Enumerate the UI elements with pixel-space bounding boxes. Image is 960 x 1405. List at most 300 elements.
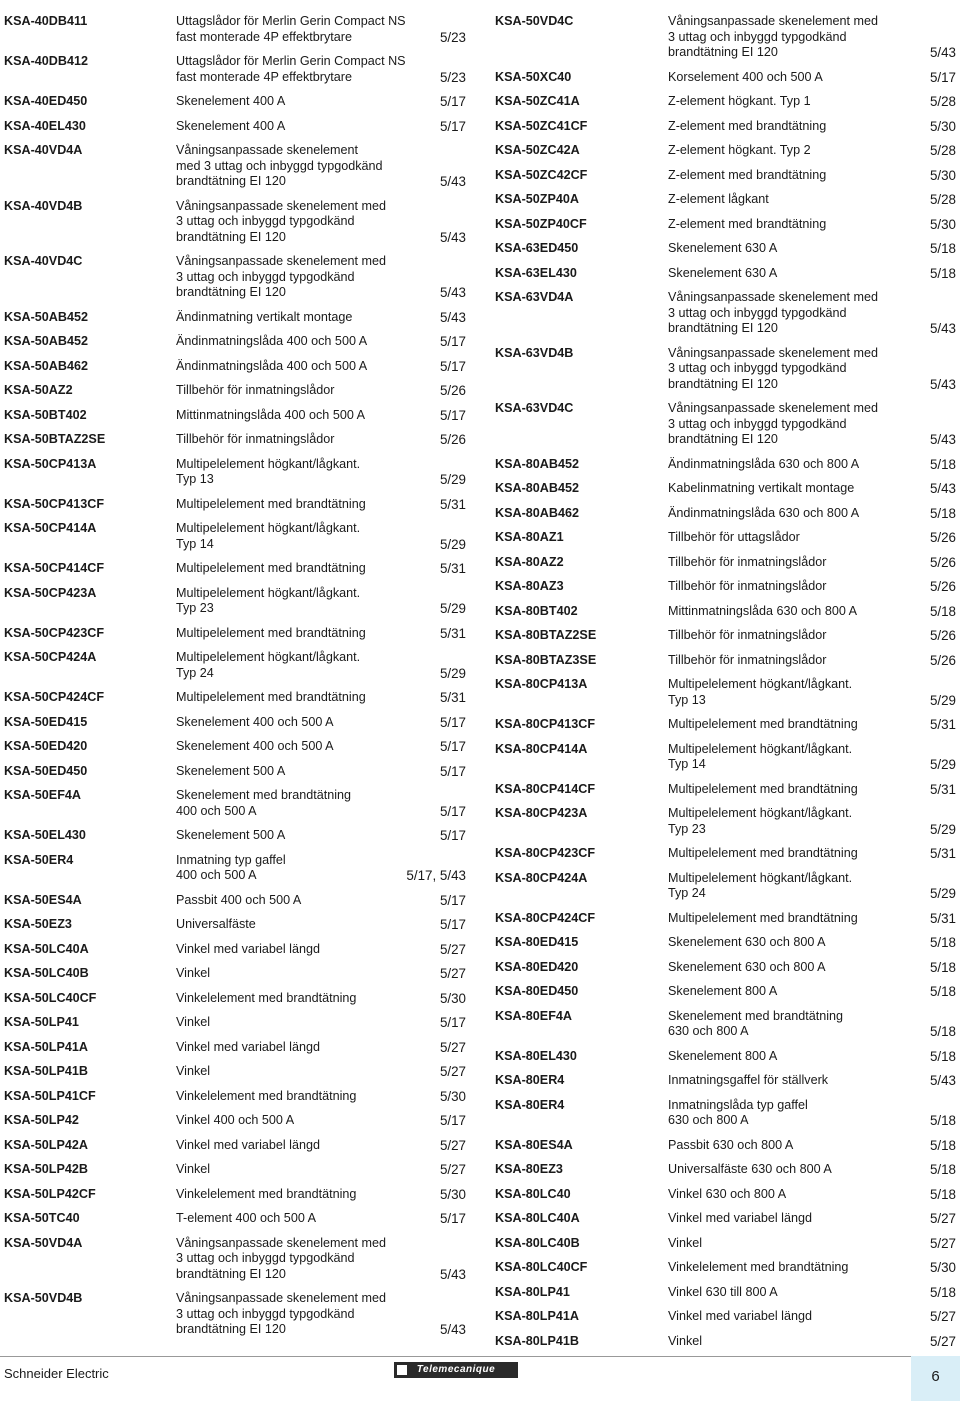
article-description: Vinkel <box>176 966 211 980</box>
article-description: Passbit 630 och 800 A <box>668 1137 794 1152</box>
index-entry <box>4 650 466 681</box>
article-description: Uttagslådor för Merlin Gerin Compact NS fast monterade 4P effektbrytare <box>176 54 406 84</box>
page-reference: 5/17 <box>439 358 466 374</box>
article-number: KSA-80LC40 <box>495 1186 571 1201</box>
article-number: KSA-50ER4 <box>4 852 74 867</box>
article-description: Skenelement 500 A <box>176 763 286 778</box>
article-number: KSA-50EF4A <box>4 788 81 802</box>
article-description: Tillbehör för inmatningslådor <box>176 383 335 397</box>
page-reference: 5/43 <box>439 1266 466 1282</box>
index-entry <box>4 457 466 488</box>
page-reference: 5/18 <box>929 265 956 281</box>
article-number: KSA-50LP41 <box>4 1015 79 1029</box>
article-description: Våningsanpassade skenelement med 3 uttag och inbyggd typgodkänd brandtätning EI 120 <box>176 1235 387 1281</box>
index-entry <box>495 653 956 669</box>
page-reference: 5/18 <box>929 1162 956 1177</box>
article-number: KSA-80CP423CF <box>495 846 596 860</box>
article-number: KSA-80AZ3 <box>495 579 564 593</box>
page-reference: 5/28 <box>929 143 956 158</box>
article-number: KSA-50CP413A <box>4 456 97 471</box>
article-number: KSA-50AZ2 <box>4 383 73 397</box>
page-reference: 5/23 <box>439 29 466 45</box>
page-reference: 5/17 <box>439 1113 466 1128</box>
article-number: KSA-50BTAZ2SE <box>4 432 106 446</box>
article-description: Passbit 400 och 500 A <box>176 892 302 907</box>
article-number: KSA-50ED420 <box>4 739 88 753</box>
index-entry <box>495 846 956 862</box>
article-number: KSA-50LC40B <box>4 966 89 980</box>
article-number: KSA-40EL430 <box>4 118 86 133</box>
article-description: Z-element med brandtätning <box>668 216 827 231</box>
article-description: Våningsanpassade skenelement med 3 uttag och inbyggd typgodkänd brandtätning EI 120 <box>668 290 879 335</box>
article-description: Multipelelement med brandtätning <box>668 717 858 731</box>
page-reference: 5/17 <box>439 1211 466 1226</box>
article-description: Multipelelement högkant/lågkant. Typ 14 <box>176 521 361 551</box>
article-number: KSA-50VD4A <box>4 1235 83 1250</box>
page-reference: 5/43 <box>439 285 466 300</box>
article-description: Multipelelement högkant/lågkant. Typ 23 <box>176 585 361 615</box>
index-entry <box>4 383 466 399</box>
article-description: Multipelelement med brandtätning <box>176 561 366 575</box>
index-entry <box>4 497 466 513</box>
article-number: KSA-80BTAZ2SE <box>495 628 597 642</box>
article-description: Tillbehör för inmatningslådor <box>668 652 827 667</box>
article-description: Ändinmatningslåda 400 och 500 A <box>176 334 368 348</box>
page-reference: 5/18 <box>929 241 956 256</box>
page-reference: 5/17 <box>439 407 466 423</box>
article-description: Multipelelement högkant/lågkant. Typ 13 <box>176 456 361 486</box>
article-number: KSA-50EZ3 <box>4 917 72 931</box>
index-entry <box>495 1138 956 1154</box>
article-number: KSA-50VD4C <box>495 14 574 28</box>
page-reference: 5/29 <box>439 536 466 552</box>
article-description: Våningsanpassade skenelement med 3 uttag och inbyggd typgodkänd brandtätning EI 120 <box>176 198 387 244</box>
article-number: KSA-80ER4 <box>495 1097 565 1112</box>
index-entry <box>495 911 956 927</box>
page-reference: 5/29 <box>929 757 956 772</box>
article-number: KSA-63VD4A <box>495 290 574 304</box>
article-number: KSA-80ES4A <box>495 1137 573 1152</box>
page-reference: 5/26 <box>929 530 956 545</box>
article-number: KSA-50LP41B <box>4 1064 88 1078</box>
article-number: KSA-50LP41A <box>4 1039 88 1054</box>
page-reference: 5/26 <box>929 554 956 570</box>
article-number: KSA-50CP424CF <box>4 690 105 704</box>
article-number: KSA-50LP42CF <box>4 1186 96 1201</box>
article-description: Z-element högkant. Typ 1 <box>668 94 811 108</box>
page-reference: 5/31 <box>439 496 466 512</box>
index-entry <box>495 1187 956 1203</box>
index-entry <box>495 1309 956 1325</box>
article-description: Våningsanpassade skenelement med 3 uttag och inbyggd typgodkänd brandtätning EI 120 <box>668 401 879 446</box>
article-number: KSA-80ED450 <box>495 984 579 998</box>
article-description: Våningsanpassade skenelement med 3 uttag och inbyggd typgodkänd brandtätning EI 120 <box>668 345 879 391</box>
page-reference: 5/43 <box>929 376 956 392</box>
article-number: KSA-80CP413CF <box>495 717 596 731</box>
article-number: KSA-50AB462 <box>4 358 88 373</box>
index-entry <box>495 742 956 773</box>
article-description: Korselement 400 och 500 A <box>668 69 823 84</box>
page-reference: 5/18 <box>929 935 956 950</box>
article-description: Skenelement med brandtätning 630 och 800 A <box>668 1008 844 1038</box>
article-description: Z-element med brandtätning <box>668 118 827 133</box>
article-description: Skenelement med brandtätning 400 och 500 A <box>176 788 352 818</box>
page-reference: 5/18 <box>929 984 956 999</box>
article-number: KSA-50LC40A <box>4 941 89 956</box>
article-description: Universalfäste <box>176 917 256 931</box>
article-number: KSA-80CP414A <box>495 741 588 756</box>
index-entry <box>495 1049 956 1065</box>
article-number: KSA-80LC40A <box>495 1211 580 1225</box>
index-entry <box>4 586 466 617</box>
index-entry <box>4 143 466 190</box>
index-entry <box>4 334 466 350</box>
index-entry <box>4 626 466 642</box>
page-reference: 5/27 <box>929 1309 956 1324</box>
index-entry <box>4 1162 466 1178</box>
article-description: Vinkel <box>176 1015 211 1029</box>
index-entry <box>495 677 956 708</box>
article-description: Vinkelelement med brandtätning <box>176 1186 357 1201</box>
index-entry <box>495 192 956 208</box>
article-description: Z-element med brandtätning <box>668 167 827 182</box>
article-description: Multipelelement högkant/lågkant. Typ 24 <box>176 650 361 680</box>
page-reference: 5/31 <box>929 717 956 732</box>
article-description: Vinkel med variabel längd <box>176 1039 320 1054</box>
page-reference: 5/27 <box>929 1235 956 1251</box>
article-number: KSA-50XC40 <box>495 69 572 84</box>
article-number: KSA-50CP423A <box>4 585 97 600</box>
page-reference: 5/30 <box>929 118 956 134</box>
article-description: Inmatningslåda typ gaffel 630 och 800 A <box>668 1097 808 1127</box>
index-entry <box>495 530 956 546</box>
page-reference: 5/27 <box>439 1162 466 1177</box>
page-reference: 5/31 <box>439 625 466 641</box>
footer-divider <box>0 1356 960 1357</box>
article-description: Ändinmatningslåda 630 och 800 A <box>668 505 860 520</box>
article-number: KSA-50ZC41CF <box>495 118 588 133</box>
article-description: Vinkel med variabel längd <box>176 1137 320 1152</box>
article-number: KSA-80ED420 <box>495 959 579 974</box>
index-entry <box>495 290 956 337</box>
page-reference: 5/26 <box>929 652 956 668</box>
article-description: Vinkel <box>668 1333 703 1348</box>
article-number: KSA-50CP424A <box>4 650 97 664</box>
telemecanique-logo: Telemecanique <box>394 1362 518 1378</box>
article-number: KSA-50ZP40A <box>495 192 579 206</box>
index-entry <box>4 966 466 982</box>
article-description: Våningsanpassade skenelement med 3 uttag och inbyggd typgodkänd brandtätning EI 120 <box>176 1291 387 1336</box>
article-description: Vinkel med variabel längd <box>668 1211 812 1225</box>
article-number: KSA-40DB412 <box>4 54 88 68</box>
article-number: KSA-63VD4B <box>495 345 574 360</box>
article-number: KSA-50LP42B <box>4 1162 88 1176</box>
index-entry <box>4 1138 466 1154</box>
page-reference: 5/17 <box>439 763 466 779</box>
index-entry <box>495 960 956 976</box>
article-number: KSA-40DB411 <box>4 14 88 28</box>
article-description: Multipelelement med brandtätning <box>176 496 366 511</box>
index-entry <box>495 604 956 620</box>
index-entry <box>495 984 956 1000</box>
page-reference: 5/29 <box>929 886 956 901</box>
article-description: Vinkel <box>176 1064 211 1078</box>
page-reference: 5/43 <box>439 309 466 325</box>
page-reference: 5/43 <box>929 481 956 496</box>
footer-company: Schneider Electric <box>4 1366 109 1381</box>
index-entry <box>495 717 956 733</box>
page-reference: 5/18 <box>929 456 956 472</box>
page-reference: 5/17 <box>439 334 466 349</box>
page-reference: 5/26 <box>929 628 956 643</box>
page-reference: 5/18 <box>929 1024 956 1039</box>
article-description: Multipelelement högkant/lågkant. Typ 14 <box>668 741 853 771</box>
article-description: Skenelement 630 och 800 A <box>668 959 826 974</box>
index-entry <box>4 1113 466 1129</box>
article-description: Multipelelement högkant/lågkant. Typ 24 <box>668 870 853 900</box>
article-description: Multipelelement med brandtätning <box>668 846 858 860</box>
article-number: KSA-80CP424A <box>495 870 588 885</box>
index-entry <box>4 254 466 301</box>
index-entry <box>4 14 466 45</box>
page-reference: 5/26 <box>439 383 466 398</box>
article-number: KSA-80AB452 <box>495 456 579 471</box>
index-entry <box>4 54 466 85</box>
article-description: Multipelelement högkant/lågkant. Typ 23 <box>668 806 853 836</box>
page-reference: 5/17 <box>439 94 466 109</box>
page-reference: 5/18 <box>929 505 956 521</box>
article-description: Multipelelement med brandtätning <box>176 625 366 640</box>
index-entry <box>495 168 956 184</box>
index-entry <box>495 1009 956 1040</box>
article-description: Mittinmatningslåda 630 och 800 A <box>668 603 858 618</box>
page-reference: 5/27 <box>439 941 466 957</box>
index-entry <box>4 432 466 448</box>
page-reference: 5/28 <box>929 94 956 109</box>
article-description: Våningsanpassade skenelement med 3 uttag och inbyggd typgodkänd brandtätning EI 120 <box>176 254 387 299</box>
article-description: Vinkelelement med brandtätning <box>176 1088 357 1103</box>
article-number: KSA-50ZC41A <box>495 94 580 108</box>
index-entry <box>495 94 956 110</box>
article-number: KSA-80CP413A <box>495 677 588 691</box>
index-entry <box>4 119 466 135</box>
article-description: Skenelement 500 A <box>176 828 286 842</box>
article-number: KSA-80BT402 <box>495 603 578 618</box>
article-number: KSA-80ED415 <box>495 935 579 949</box>
article-description: Vinkel med variabel längd <box>176 941 320 956</box>
index-entry <box>4 1211 466 1227</box>
index-entry <box>495 579 956 595</box>
article-description: Vinkel 630 och 800 A <box>668 1186 787 1201</box>
page-reference: 5/23 <box>439 69 466 85</box>
index-entry <box>495 935 956 951</box>
index-entry <box>4 1187 466 1203</box>
page-reference: 5/26 <box>439 432 466 447</box>
article-description: Vinkel med variabel längd <box>668 1309 812 1323</box>
index-entry <box>495 806 956 837</box>
page-reference: 5/30 <box>929 167 956 183</box>
index-entry <box>495 346 956 393</box>
article-number: KSA-63EL430 <box>495 265 577 280</box>
article-number: KSA-50BT402 <box>4 407 87 422</box>
article-number: KSA-50VD4B <box>4 1291 83 1305</box>
page-reference: 5/17 <box>439 714 466 730</box>
article-number: KSA-80LP41A <box>495 1309 579 1323</box>
article-number: KSA-63VD4C <box>495 401 574 415</box>
article-description: Skenelement 630 A <box>668 265 778 280</box>
index-entry <box>4 991 466 1007</box>
index-entry <box>4 690 466 706</box>
article-description: Skenelement 400 och 500 A <box>176 714 334 729</box>
page-reference: 5/17 <box>439 803 466 819</box>
page-reference: 5/43 <box>929 45 956 60</box>
index-entry <box>4 893 466 909</box>
article-number: KSA-80LP41B <box>495 1333 579 1348</box>
article-number: KSA-80AZ1 <box>495 530 564 544</box>
article-description: Tillbehör för inmatningslådor <box>668 579 827 593</box>
article-number: KSA-80CP414CF <box>495 781 596 796</box>
page-reference: 5/30 <box>929 1260 956 1275</box>
article-number: KSA-80AB462 <box>495 505 579 520</box>
index-entry <box>4 715 466 731</box>
page-reference: 5/30 <box>439 1186 466 1202</box>
page-reference: 5/30 <box>439 1088 466 1104</box>
page-reference: 5/31 <box>929 781 956 797</box>
article-description: Skenelement 630 och 800 A <box>668 935 826 949</box>
article-number: KSA-50AB452 <box>4 334 88 348</box>
index-entry <box>4 199 466 246</box>
index-entry <box>495 70 956 86</box>
article-description: Z-element högkant. Typ 2 <box>668 143 811 157</box>
index-entry <box>495 217 956 233</box>
article-description: T-element 400 och 500 A <box>176 1211 317 1225</box>
article-description: Skenelement 800 A <box>668 1048 778 1063</box>
article-number: KSA-40VD4B <box>4 198 83 213</box>
index-entry <box>495 14 956 61</box>
page-reference: 5/43 <box>929 1073 956 1088</box>
index-entry <box>4 408 466 424</box>
article-description: Ändinmatningslåda 400 och 500 A <box>176 358 368 373</box>
page-reference: 5/17, 5/43 <box>406 868 466 883</box>
article-number: KSA-80ER4 <box>495 1073 565 1087</box>
article-number: KSA-80AZ2 <box>495 554 564 569</box>
page-reference: 5/43 <box>929 432 956 447</box>
article-number: KSA-50TC40 <box>4 1211 80 1225</box>
page-reference: 5/17 <box>439 118 466 134</box>
article-description: Tillbehör för inmatningslådor <box>668 554 827 569</box>
page-reference: 5/43 <box>929 321 956 336</box>
article-description: Mittinmatningslåda 400 och 500 A <box>176 407 366 422</box>
page-reference: 5/43 <box>439 229 466 245</box>
article-number: KSA-63ED450 <box>495 241 579 255</box>
article-description: Uttagslådor för Merlin Gerin Compact NS fast monterade 4P effektbrytare <box>176 14 406 44</box>
index-entry <box>4 561 466 577</box>
index-entry <box>495 241 956 257</box>
article-number: KSA-40VD4A <box>4 143 83 157</box>
article-description: Ändinmatningslåda 630 och 800 A <box>668 456 860 471</box>
article-description: Vinkel <box>668 1235 703 1250</box>
article-number: KSA-50ZP40CF <box>495 216 587 231</box>
index-entry <box>4 1015 466 1031</box>
page-reference: 5/43 <box>439 174 466 189</box>
article-number: KSA-50CP414A <box>4 521 97 535</box>
article-number: KSA-50ZC42A <box>495 143 580 157</box>
article-number: KSA-40ED450 <box>4 94 88 108</box>
article-number: KSA-50CP413CF <box>4 496 105 511</box>
page-reference: 5/18 <box>929 1284 956 1300</box>
index-entry <box>4 788 466 819</box>
article-description: Multipelelement med brandtätning <box>176 690 366 704</box>
article-description: Skenelement 800 A <box>668 984 778 998</box>
article-description: Multipelelement med brandtätning <box>668 910 858 925</box>
index-entry <box>495 1334 956 1350</box>
index-entry <box>4 310 466 326</box>
page-reference: 5/30 <box>929 216 956 232</box>
index-entry <box>495 401 956 448</box>
page-reference: 5/18 <box>929 1137 956 1153</box>
article-number: KSA-50LC40CF <box>4 990 97 1005</box>
index-entry <box>495 143 956 159</box>
page-reference: 5/28 <box>929 192 956 207</box>
page-reference: 5/29 <box>929 692 956 708</box>
article-number: KSA-80BTAZ3SE <box>495 652 597 667</box>
index-entry <box>495 266 956 282</box>
article-number: KSA-80EZ3 <box>495 1162 563 1176</box>
page-reference: 5/31 <box>929 846 956 861</box>
article-number: KSA-80CP423A <box>495 806 588 820</box>
article-number: KSA-50LP41CF <box>4 1088 96 1103</box>
page-reference: 5/17 <box>439 739 466 754</box>
page-reference: 5/27 <box>929 1333 956 1349</box>
index-entry <box>4 739 466 755</box>
article-number: KSA-50CP414CF <box>4 561 105 575</box>
index-entry <box>4 917 466 933</box>
page-number: 6 <box>911 1356 960 1401</box>
index-entry <box>495 1211 956 1227</box>
index-entry <box>4 764 466 780</box>
article-description: Vinkelelement med brandtätning <box>668 1260 849 1274</box>
index-entry <box>4 942 466 958</box>
index-entry <box>4 1089 466 1105</box>
page-reference: 5/26 <box>929 579 956 594</box>
article-number: KSA-80AB452 <box>495 481 579 495</box>
index-entry <box>4 1236 466 1283</box>
page-reference: 5/27 <box>929 1211 956 1226</box>
article-description: Kabelinmatning vertikalt montage <box>668 481 855 495</box>
article-number: KSA-50EL430 <box>4 828 86 842</box>
page-reference: 5/29 <box>439 472 466 487</box>
page-reference: 5/17 <box>439 828 466 843</box>
page-reference: 5/17 <box>439 892 466 908</box>
index-entry <box>495 1260 956 1276</box>
index-entry <box>4 359 466 375</box>
index-entry <box>4 1291 466 1338</box>
article-number: KSA-40VD4C <box>4 254 83 268</box>
index-entry <box>4 828 466 844</box>
index-entry <box>495 457 956 473</box>
page-reference: 5/31 <box>439 690 466 705</box>
article-number: KSA-50ED415 <box>4 714 88 729</box>
article-description: Tillbehör för inmatningslådor <box>176 432 335 446</box>
page-reference: 5/29 <box>439 601 466 616</box>
article-description: Z-element lågkant <box>668 192 769 206</box>
article-number: KSA-50ED450 <box>4 763 88 778</box>
page-reference: 5/18 <box>929 1048 956 1064</box>
article-description: Ändinmatning vertikalt montage <box>176 309 353 324</box>
article-number: KSA-80LC40CF <box>495 1260 588 1274</box>
index-entry <box>4 1040 466 1056</box>
article-description: Vinkelelement med brandtätning <box>176 990 357 1005</box>
